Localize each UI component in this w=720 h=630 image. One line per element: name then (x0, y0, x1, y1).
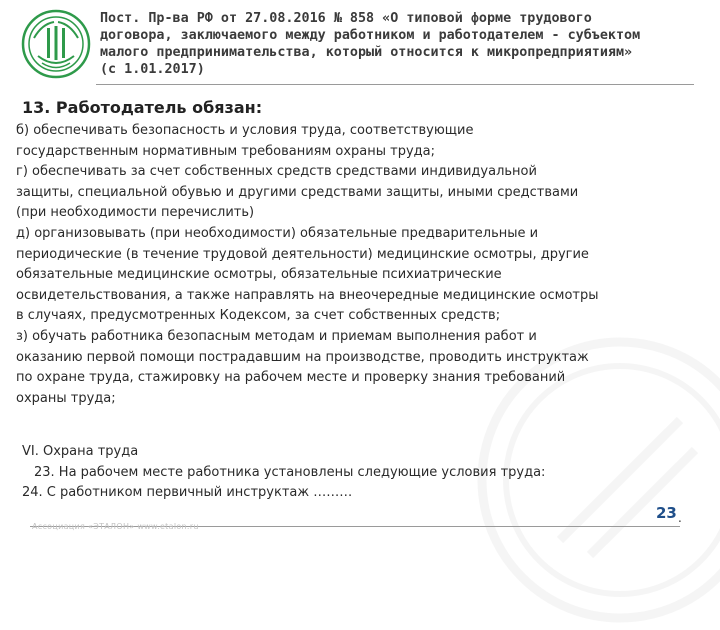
paragraph-g: г) обеспечивать за счет собственных средств средствами индивидуальной защиты, специальной обувью и другими средствами защиты, иными средствами (при необходимости перечислить) (16, 164, 579, 221)
clause-23: 23. На рабочем месте работника установлены следующие условия труда: (34, 464, 546, 480)
page-number-suffix: . (678, 511, 682, 525)
paragraph-b: б) обеспечивать безопасность и условия труда, соответствующие государственным нормативным требованиям охраны труда; (16, 123, 474, 159)
logo-icon (20, 8, 92, 80)
paragraph-d: д) организовывать (при необходимости) обязательные предварительные и периодические (в течение трудовой деятельности) медицинские осмотры, другие обязательные медицинские осмотры, обязательные психиатрические освидетельствования, а также направлять на внеочередные медицинские осмотры в случаях, предусмотренных Кодексом, за счет собственных средств; (16, 225, 599, 324)
footer-text: Ассоциация «ЭТАЛОН» www.etalon.ru (32, 522, 199, 531)
labor-protection-section (22, 442, 682, 504)
obligations-list (16, 121, 676, 409)
paragraph-z: з) обучать работника безопасным методам и приемам выполнения работ и оказанию первой помощи пострадавшим на производстве, проводить инструктаж по охране труда, стажировку на рабочем месте и проверку знания требований охраны труда; (16, 328, 589, 406)
header (0, 0, 720, 88)
labor-protection-heading: VI. Охрана труда (22, 444, 139, 459)
header-title: Пост. Пр-ва РФ от 27.08.2016 № 858 «О типовой форме трудового договора, заключаемого между работником и работодателем - субъектом малого предпринимательства, который относится к микропредприятиям» (с 1.01.2017) (100, 11, 641, 77)
section-title: 13. Работодатель обязан: (22, 98, 263, 117)
header-divider (96, 84, 694, 85)
page-number: 23 (656, 504, 677, 522)
clause-24: 24. С работником первичный инструктаж ……… (22, 485, 353, 501)
